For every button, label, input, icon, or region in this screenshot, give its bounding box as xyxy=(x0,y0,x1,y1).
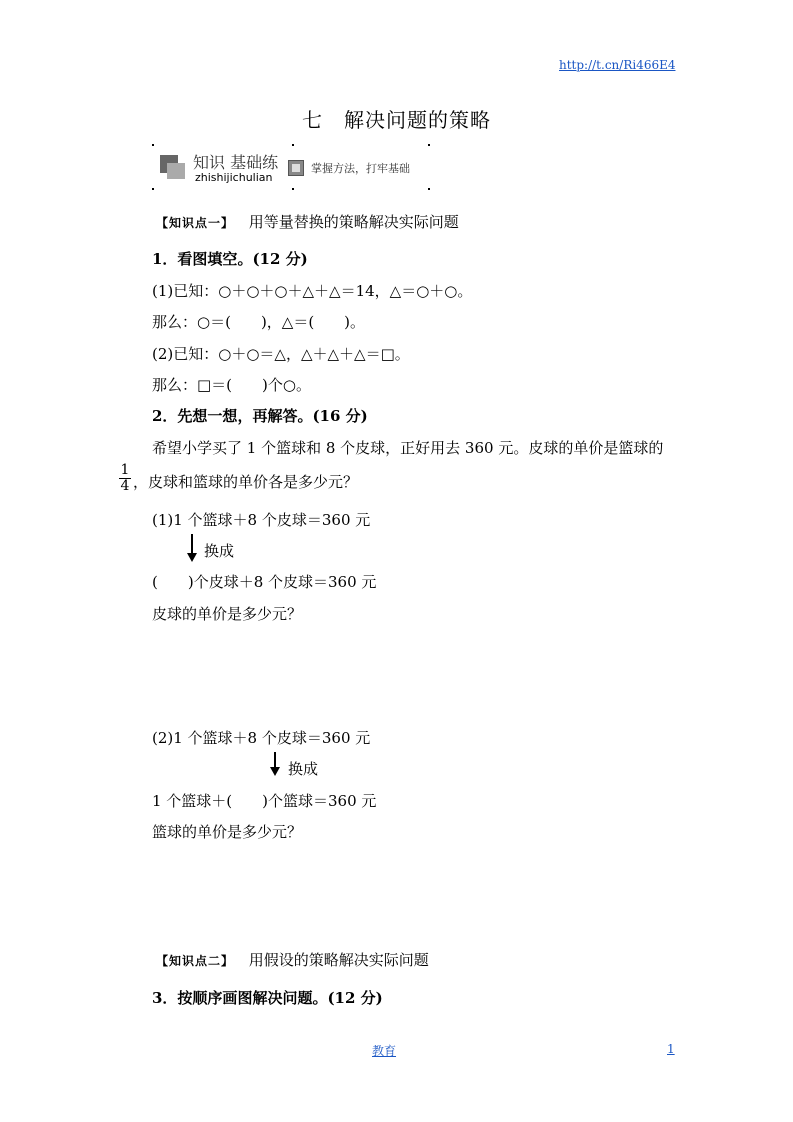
q3-stem: 3．按顺序画图解决问题。(12 分) xyxy=(152,989,383,1007)
banner-square-shadow-icon xyxy=(167,163,185,179)
fraction-denominator: 4 xyxy=(120,478,130,494)
q2-part1-ask: 皮球的单价是多少元？ xyxy=(152,605,303,623)
q2-text-line1: 希望小学买了 1 个篮球和 8 个皮球，正好用去 360 元。皮球的单价是篮球的 xyxy=(152,439,664,457)
q1-part1-ask: 那么：○＝( )，△＝( )。 xyxy=(152,313,366,331)
q2-part2-equation: (2)1 个篮球＋8 个皮球＝360 元 xyxy=(152,729,371,747)
q2-text-line2: ，皮球和篮球的单价各是多少元？ xyxy=(133,473,359,491)
q1-part2-ask: 那么：□＝( )个○。 xyxy=(152,376,311,394)
banner-slogan: 掌握方法，打牢基础 xyxy=(311,162,410,175)
q2-stem: 2．先想一想，再解答。(16 分) xyxy=(152,407,368,425)
q2-fraction xyxy=(118,463,132,494)
page-number: 1 xyxy=(667,1042,675,1056)
q2-part1-equation2: ( )个皮球＋8 个皮球＝360 元 xyxy=(152,573,377,591)
fraction-numerator: 1 xyxy=(120,462,130,478)
q2-part2-convert: 换成 xyxy=(288,760,319,778)
q2-part2-ask: 篮球的单价是多少元？ xyxy=(152,823,303,841)
footer-link[interactable]: 教育 xyxy=(372,1044,397,1058)
section1-header xyxy=(156,211,459,232)
section1-tag: 【知识点一】 xyxy=(156,216,235,230)
banner-title: 知识 基础练 xyxy=(193,153,279,172)
page-title: 七 解决问题的策略 xyxy=(302,108,491,132)
section-banner xyxy=(152,142,430,192)
down-arrow-icon xyxy=(185,534,199,562)
section2-heading: 用假设的策略解决实际问题 xyxy=(248,951,429,969)
header-link[interactable]: http://t.cn/Ri466E4 xyxy=(559,58,676,72)
q1-stem: 1．看图填空。(12 分) xyxy=(152,250,308,268)
banner-slogan-icon xyxy=(288,160,304,176)
section2-header xyxy=(156,949,429,970)
section1-heading: 用等量替换的策略解决实际问题 xyxy=(248,213,459,231)
q2-part1-convert: 换成 xyxy=(204,542,235,560)
q1-part2-given: (2)已知：○＋○＝△，△＋△＋△＝□。 xyxy=(152,345,410,363)
section2-tag: 【知识点二】 xyxy=(156,954,235,968)
down-arrow-icon xyxy=(268,752,282,776)
banner-pinyin: zhishijichulian xyxy=(195,171,273,184)
q1-part1-given: (1)已知：○＋○＋○＋△＋△＝14，△＝○＋○。 xyxy=(152,282,473,300)
q2-part2-equation2: 1 个篮球＋( )个篮球＝360 元 xyxy=(152,792,377,810)
q2-part1-equation: (1)1 个篮球＋8 个皮球＝360 元 xyxy=(152,511,371,529)
